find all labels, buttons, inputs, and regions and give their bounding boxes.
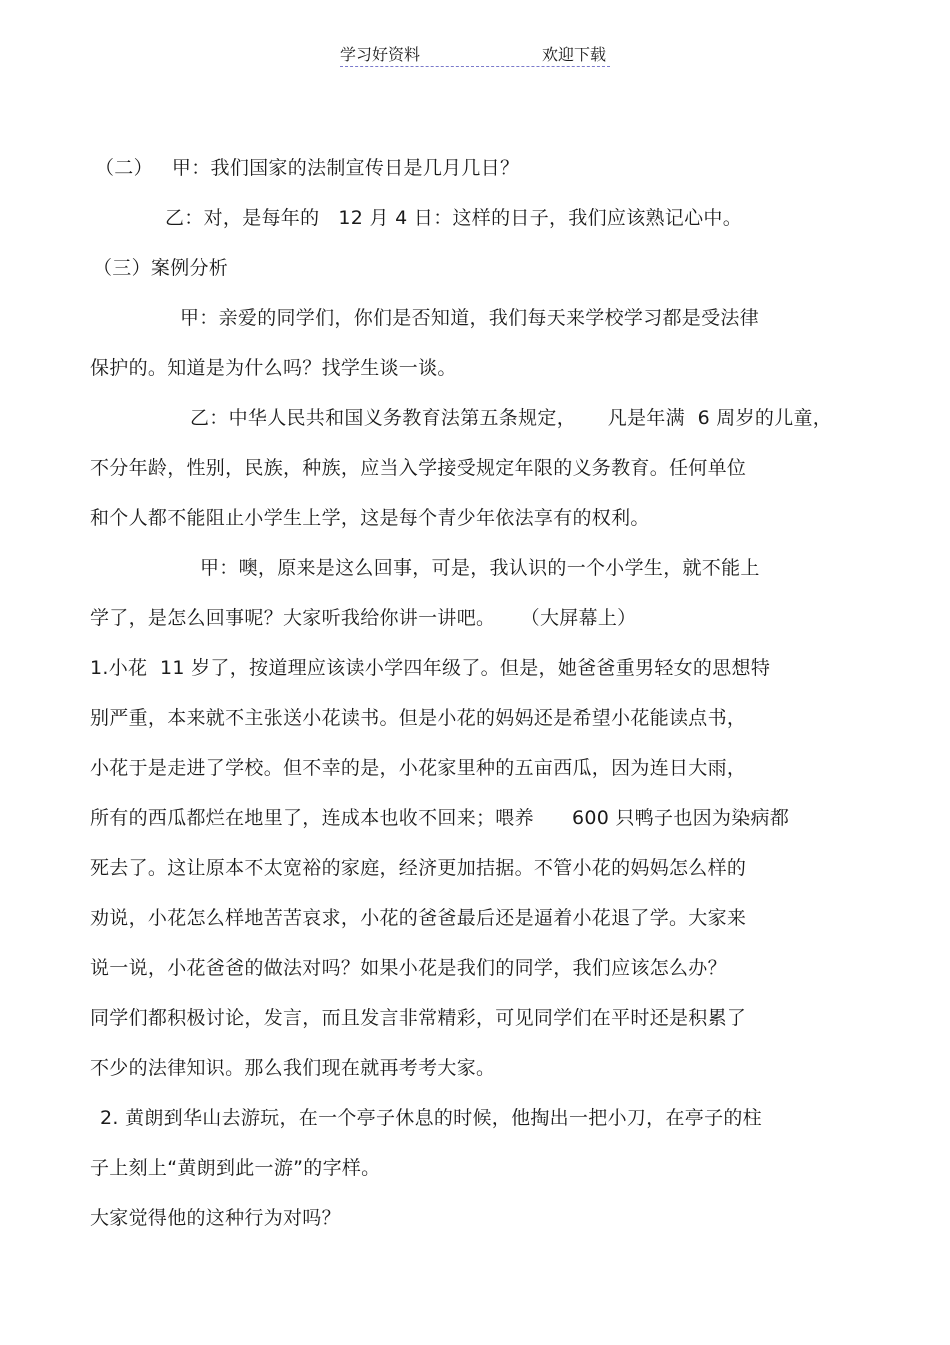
text-line: 和个人都不能阻止小学生上学，这是每个青少年依法享有的权利。: [90, 507, 650, 529]
text-line: 学了，是怎么回事呢？大家听我给你讲一讲吧。 （大屏幕上）: [90, 607, 637, 629]
text-line: 劝说，小花怎么样地苦苦哀求，小花的爸爸最后还是逼着小花退了学。大家来: [90, 907, 747, 929]
text-line: 甲：亲爱的同学们，你们是否知道，我们每天来学校学习都是受法律: [180, 307, 760, 329]
text-line: 不分年龄，性别，民族，种族，应当入学接受规定年限的义务教育。任何单位: [90, 457, 747, 479]
text-line: 说一说，小花爸爸的做法对吗？如果小花是我们的同学，我们应该怎么办？: [90, 957, 727, 979]
text-line: 大家觉得他的这种行为对吗？: [90, 1207, 341, 1229]
text-line: 乙：中华人民共和国义务教育法第五条规定， 凡是年满 6 周岁的儿童，: [190, 407, 833, 429]
text-line: 别严重，本来就不主张送小花读书。但是小花的妈妈还是希望小花能读点书，: [90, 707, 747, 729]
text-line: 不少的法律知识。那么我们现在就再考考大家。: [90, 1057, 496, 1079]
text-line: 同学们都积极讨论，发言，而且发言非常精彩，可见同学们在平时还是积累了: [90, 1007, 747, 1029]
text-line: 乙：对，是每年的 12 月 4 日：这样的日子，我们应该熟记心中。: [165, 207, 743, 229]
text-line: （二） 甲：我们国家的法制宣传日是几月几日？: [95, 157, 520, 179]
text-line: 子上刻上“黄朗到此一游”的字样。: [90, 1157, 381, 1179]
text-line: 1.小花 11 岁了，按道理应该读小学四年级了。但是，她爸爸重男轻女的思想特: [90, 657, 771, 679]
header-left-text: 学习好资料: [340, 45, 421, 64]
text-line: 小花于是走进了学校。但不幸的是，小花家里种的五亩西瓜，因为连日大雨，: [90, 757, 747, 779]
header-right-text: 欢迎下载: [541, 45, 606, 64]
text-line: 2. 黄朗到华山去游玩，在一个亭子休息的时候，他掏出一把小刀，在亭子的柱: [100, 1107, 762, 1129]
text-line: 保护的。知道是为什么吗？找学生谈一谈。: [90, 357, 457, 379]
text-line: 死去了。这让原本不太宽裕的家庭，经济更加拮据。不管小花的妈妈怎么样的: [90, 857, 747, 879]
page-header: [340, 40, 610, 67]
text-line: 所有的西瓜都烂在地里了，连成本也收不回来；喂养 600 只鸭子也因为染病都: [90, 807, 790, 829]
text-line: 甲：噢，原来是这么回事，可是，我认识的一个小学生，就不能上: [200, 557, 760, 579]
section-heading: （三）案例分析: [93, 257, 229, 279]
